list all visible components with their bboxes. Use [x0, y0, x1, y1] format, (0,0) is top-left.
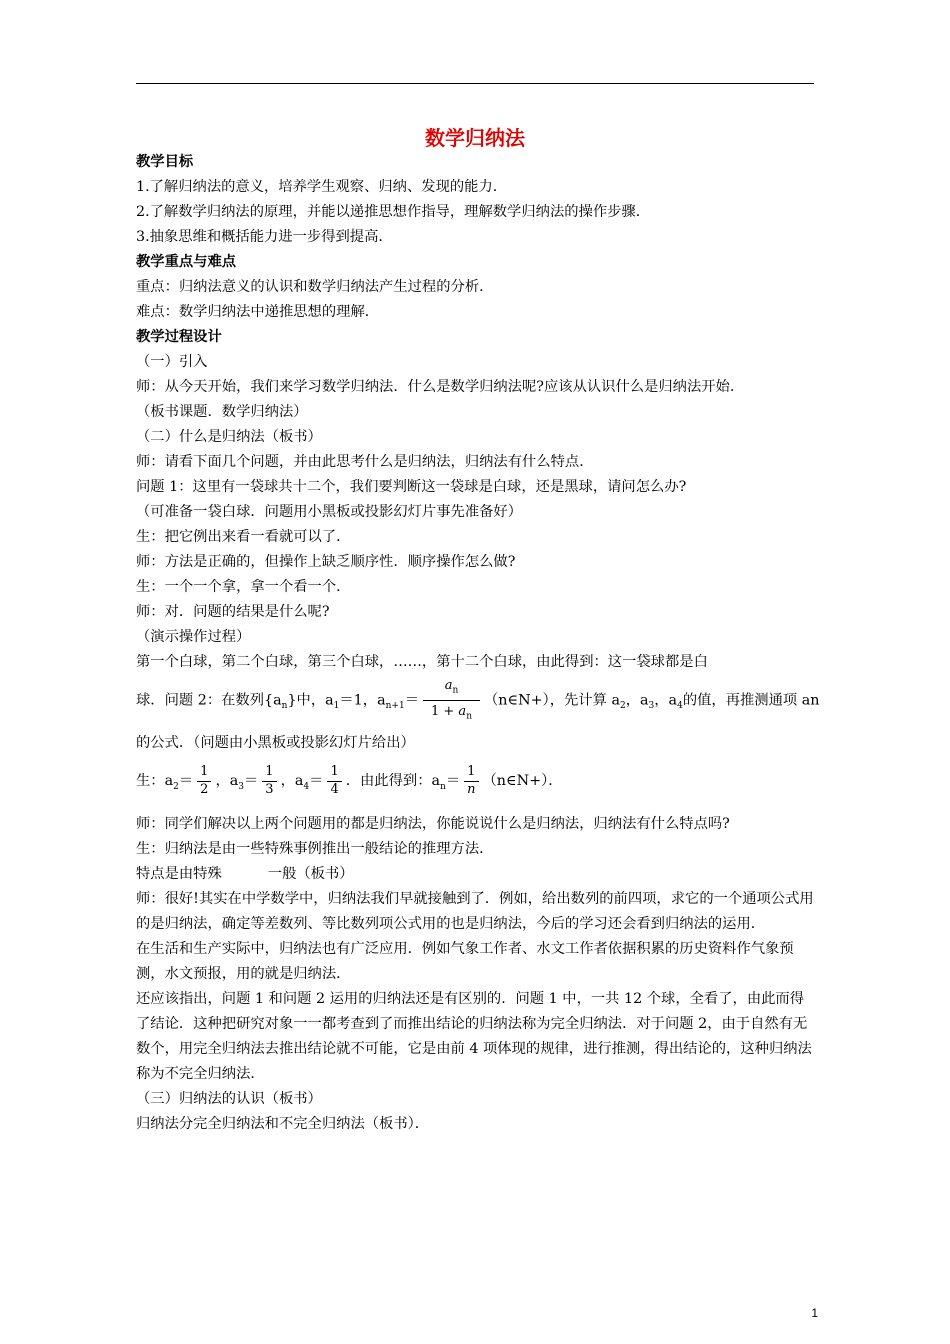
keys-heading: 教学重点与难点	[136, 254, 237, 270]
teacher-line-6: 师：很好!其实在中学数学中，归纳法我们早就接触到了．例如，给出数列的前四项，求它的一个通项公式用的是归纳法，确定等差数列、等比数列项公式用的也是归纳法，今后的学习还会看到归纳法的运用．	[136, 891, 814, 933]
document-body	[136, 150, 826, 1137]
paragraph-complete-vs-incomplete: 还应该指出，问题 1 和问题 2 运用的归纳法还是有区别的．问题 1 中，一共 12 个球，全看了，由此而得了结论．这种把研究对象一一都考查到了而推出结论的归纳法称为完全归纳法．对于问题 2，由于自然有无数个，用完全归纳法去推出结论就不可能，它是由前 4 项体现的规律，进行推测，得出结论的，这种归纳法称为不完全归纳法．	[136, 991, 812, 1083]
student-line-2: 生：一个一个拿，拿一个看一个．	[136, 579, 351, 595]
part-three: （三）归纳法的认识（板书）	[136, 1091, 322, 1108]
goal-2: 2.了解数学归纳法的原理，并能以递推思想作指导，理解数学归纳法的操作步骤．	[136, 204, 651, 220]
question-2-end: 的公式．（问题由小黑板或投影幻灯片给出）	[136, 735, 415, 752]
student-line-1: 生：把它例出来看一看就可以了．	[136, 529, 351, 545]
balls-line: 第一个白球，第二个白球，第三个白球，……，第十二个白球，由此得到：这一袋球都是白	[136, 654, 708, 670]
paragraph-classification: 归纳法分完全归纳法和不完全归纳法（板书）．	[136, 1116, 430, 1133]
question-1-note: （可准备一袋白球．问题用小黑板或投影幻灯片事先准备好）	[136, 504, 523, 520]
goal-1: 1.了解归纳法的意义，培养学生观察、归纳、发现的能力．	[136, 179, 508, 195]
part-intro: （一）引入	[136, 354, 208, 370]
board-note-1: （板书课题．数学归纳法）	[136, 404, 308, 420]
teacher-line-1: 师：从今天开始，我们来学习数学归纳法．什么是数学归纳法呢?应该从认识什么是归纳法开始．	[136, 379, 745, 395]
page-number: 1	[811, 1306, 818, 1320]
paragraph-applications: 在生活和生产实际中，归纳法也有广泛应用．例如气象工作者、水文工作者依据积累的历史资料作气象预测，水文预报，用的就是归纳法．	[136, 941, 794, 983]
difficulty: 难点：数学归纳法中递推思想的理解．	[136, 304, 380, 320]
fraction-one-half: $\frac{1}{2}$	[197, 764, 211, 798]
teacher-line-3: 师：方法是正确的，但操作上缺乏顺序性．顺序操作怎么做?	[136, 554, 516, 570]
demo-note: （演示操作过程）	[136, 629, 251, 645]
fraction-one-fourth: $\frac{1}{4}$	[327, 764, 341, 798]
fraction-one-over-n: $\frac{1}{n}$	[464, 764, 478, 798]
question-1: 问题 1：这里有一袋球共十二个，我们要判断这一袋球是白球，还是黑球，请问怎么办?	[136, 479, 687, 495]
teacher-line-4: 师：对．问题的结果是什么呢?	[136, 604, 330, 620]
header-rule	[136, 83, 814, 84]
student-line-3: 生：$a_2=$ $\frac{1}{2}$ ，$a_3=$ $\frac{1}{3}$ ，$a_4=$ $\frac{1}{4}$ ．由此得到：$a_n=$ $\frac{1}{n}$ （n∈N+）．	[136, 764, 563, 797]
feature-line: 特点是由特殊 一般（板书）	[136, 866, 354, 883]
recurrence-fraction: $\frac{a_n}{1 + a_n}$	[423, 675, 480, 726]
key-point: 重点：归纳法意义的认识和数学归纳法产生过程的分析．	[136, 279, 494, 295]
page-title: 数学归纳法	[425, 126, 525, 150]
part-two: （二）什么是归纳法（板书）	[136, 429, 322, 445]
goal-3: 3.抽象思维和概括能力进一步得到提高．	[136, 229, 393, 245]
process-heading: 教学过程设计	[136, 329, 222, 345]
fraction-one-third: $\frac{1}{3}$	[262, 764, 276, 798]
teacher-line-5: 师：同学们解决以上两个问题用的都是归纳法，你能说说什么是归纳法，归纳法有什么特点吗?	[136, 816, 730, 833]
teacher-line-2: 师：请看下面几个问题，并由此思考什么是归纳法，归纳法有什么特点．	[136, 454, 594, 470]
goals-heading: 教学目标	[136, 154, 194, 170]
question-2: 球．问题 2：在数列$\{a_n\}$中，$a_1=1$，$a_{n+1}=$ $\frac{a_n}{1 + a_n}$ （n∈N+），先计算 $a_2$，$a_3$，$a_4$的值，再推测通项 an	[136, 675, 826, 731]
student-line-4: 生：归纳法是由一些特殊事例推出一般结论的推理方法．	[136, 841, 494, 858]
